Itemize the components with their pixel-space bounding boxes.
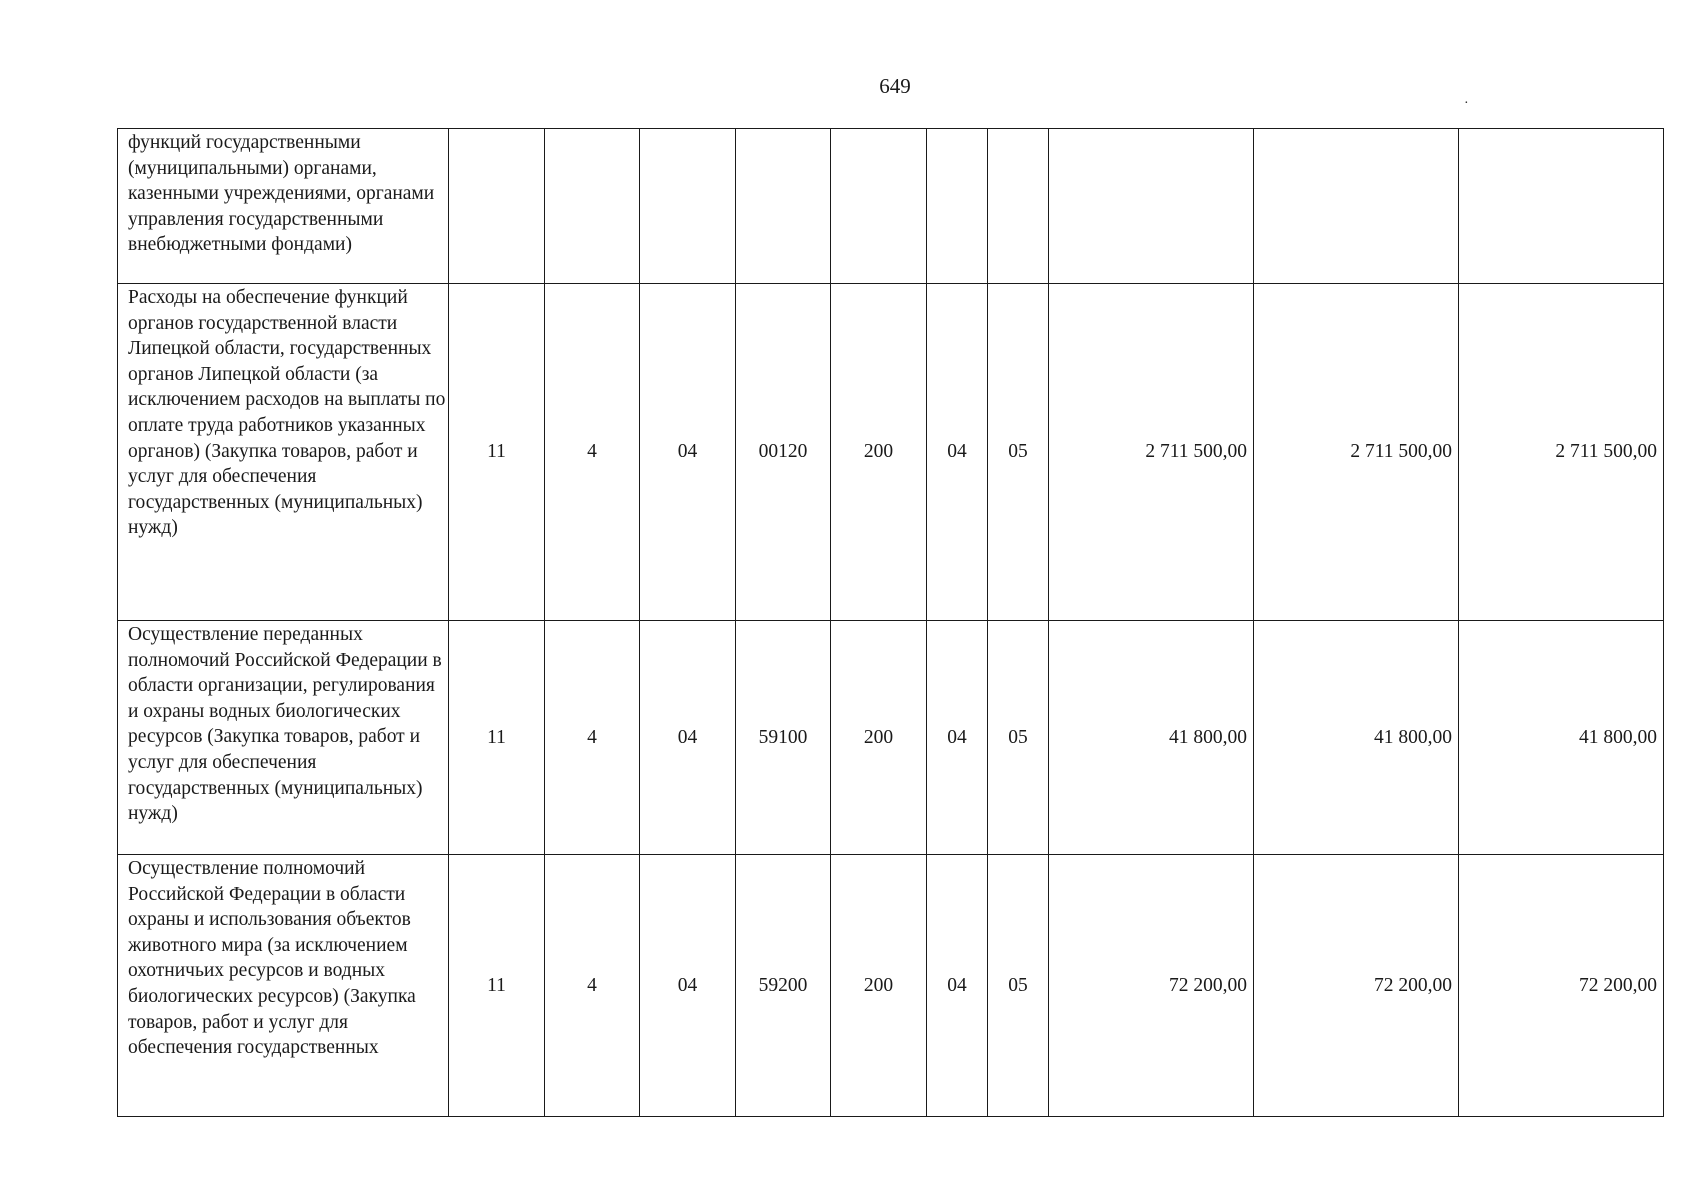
amount-cell: 41 800,00 — [1049, 621, 1254, 855]
amount-cell: 41 800,00 — [1459, 621, 1664, 855]
code-cell: 11 — [449, 855, 545, 1117]
amount-cell: 72 200,00 — [1254, 855, 1459, 1117]
code-cell: 59200 — [736, 855, 831, 1117]
amount-cell: 2 711 500,00 — [1254, 284, 1459, 621]
code-cell: 11 — [449, 284, 545, 621]
amount-cell: 72 200,00 — [1459, 855, 1664, 1117]
amount-cell — [1459, 129, 1664, 284]
code-cell: 200 — [831, 284, 927, 621]
table-row — [118, 621, 1664, 855]
code-cell: 04 — [927, 621, 988, 855]
code-cell: 4 — [545, 855, 640, 1117]
code-cell: 00120 — [736, 284, 831, 621]
row-description: Осуществление полномочий Российской Федерации в области охраны и использования объектов животного мира (за исключением охотничьих ресурсов и водных биологических ресурсов) (Закупка товаров, работ и услуг для обеспечения государственных — [118, 855, 449, 1117]
code-cell: 04 — [640, 621, 736, 855]
code-cell: 200 — [831, 855, 927, 1117]
row-description: Расходы на обеспечение функций органов государственной власти Липецкой области, государственных органов Липецкой области (за исключением расходов на выплаты по оплате труда работников указанных органов) (Закупка товаров, работ и услуг для обеспечения государственных (муниципальных) нужд) — [118, 284, 449, 621]
code-cell — [545, 129, 640, 284]
table-row — [118, 855, 1664, 1117]
amount-cell: 2 711 500,00 — [1049, 284, 1254, 621]
code-cell: 04 — [927, 284, 988, 621]
code-cell — [449, 129, 545, 284]
amount-cell — [1254, 129, 1459, 284]
table-row — [118, 129, 1664, 284]
code-cell: 11 — [449, 621, 545, 855]
amount-cell — [1049, 129, 1254, 284]
stray-mark: · — [1464, 96, 1469, 111]
code-cell: 4 — [545, 284, 640, 621]
code-cell: 200 — [831, 621, 927, 855]
code-cell — [640, 129, 736, 284]
code-cell — [927, 129, 988, 284]
code-cell: 05 — [988, 621, 1049, 855]
amount-cell: 2 711 500,00 — [1459, 284, 1664, 621]
amount-cell: 41 800,00 — [1254, 621, 1459, 855]
budget-table — [117, 128, 1664, 1117]
page-number: 649 — [879, 74, 911, 98]
code-cell: 05 — [988, 284, 1049, 621]
code-cell: 4 — [545, 621, 640, 855]
code-cell: 04 — [640, 855, 736, 1117]
code-cell — [736, 129, 831, 284]
row-description: Осуществление переданных полномочий Российской Федерации в области организации, регулирования и охраны водных биологических ресурсов (Закупка товаров, работ и услуг для обеспечения государственных (муниципальных) нужд) — [118, 621, 449, 855]
code-cell: 59100 — [736, 621, 831, 855]
code-cell — [831, 129, 927, 284]
code-cell: 04 — [640, 284, 736, 621]
code-cell — [988, 129, 1049, 284]
code-cell: 05 — [988, 855, 1049, 1117]
amount-cell: 72 200,00 — [1049, 855, 1254, 1117]
row-description: функций государственными (муниципальными) органами, казенными учреждениями, органами управления государственными внебюджетными фондами) — [118, 129, 449, 284]
table-row — [118, 284, 1664, 621]
code-cell: 04 — [927, 855, 988, 1117]
